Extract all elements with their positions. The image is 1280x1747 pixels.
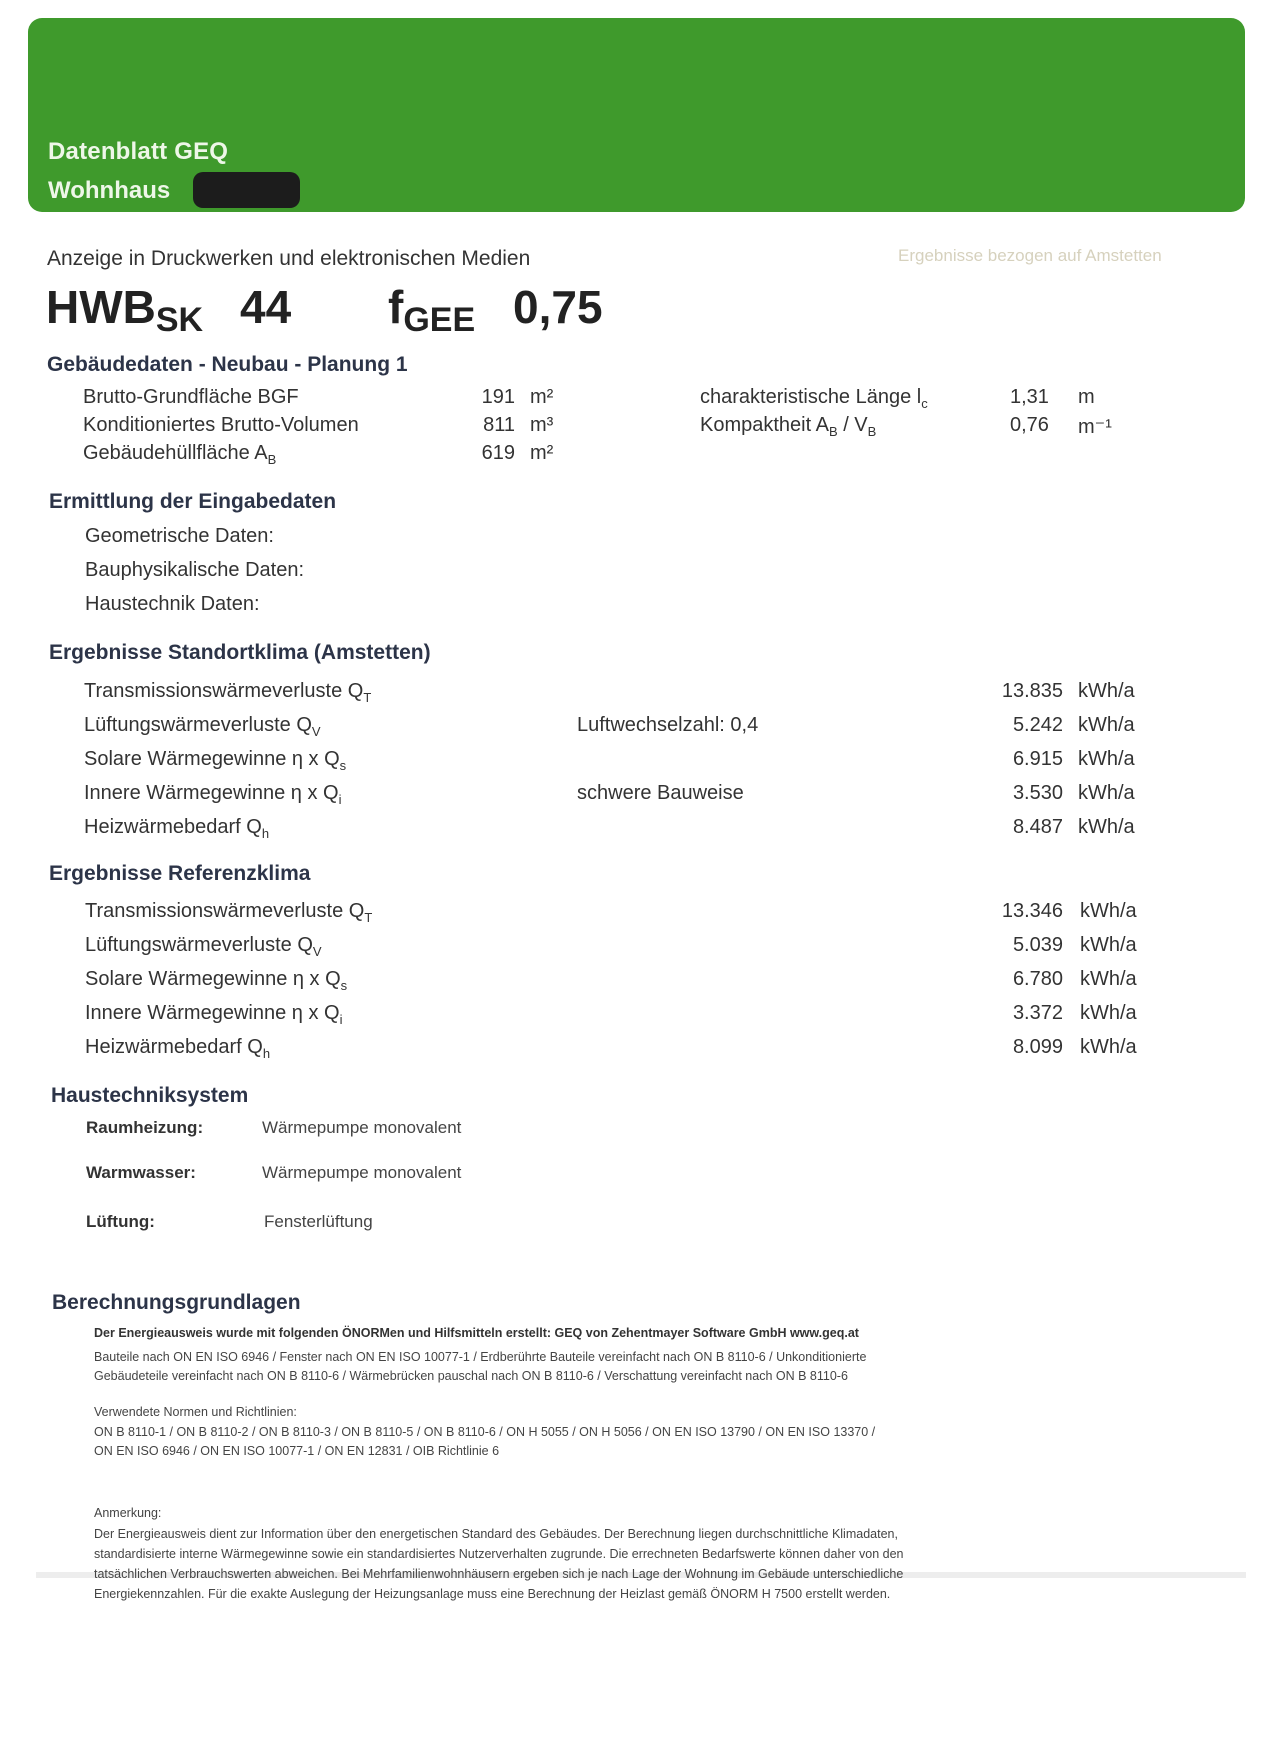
- eingabe-bauphysik: Bauphysikalische Daten:: [85, 559, 305, 581]
- document-subtitle: Wohnhaus: [48, 177, 171, 204]
- referenz-innere-text: Innere Wärmegewinne η x Q: [85, 1002, 340, 1024]
- hwb-label-main: HWB: [46, 281, 156, 333]
- volume-unit: m³: [530, 414, 554, 436]
- char-laenge-label-text: charakteristische Länge l: [700, 386, 922, 408]
- referenz-lueftung-label: [85, 934, 322, 957]
- referenz-transmission-label: [85, 900, 372, 923]
- standort-luftwechsel-note: Luftwechselzahl: 0,4: [577, 714, 759, 736]
- kompaktheit-label-sub: B: [828, 424, 838, 439]
- anmerkung-title: Anmerkung:: [94, 1506, 162, 1520]
- referenz-innere-unit: kWh/a: [1080, 1002, 1137, 1024]
- standort-innere-label: [84, 782, 341, 805]
- char-laenge-label-sub: c: [921, 396, 928, 411]
- standort-innere-value: 3.530: [1012, 782, 1063, 804]
- warmwasser-value: Wärmepumpe monovalent: [262, 1163, 462, 1182]
- referenz-solar-text: Solare Wärmegewinne η x Q: [85, 968, 341, 990]
- volume-value: 811: [483, 414, 515, 436]
- referenz-heizwaerme-text: Heizwärmebedarf Q: [85, 1036, 263, 1058]
- referenz-innere-sub: i: [339, 1012, 343, 1027]
- standort-heizwaerme-text: Heizwärmebedarf Q: [84, 816, 262, 838]
- referenz-solar-unit: kWh/a: [1080, 968, 1137, 990]
- standort-lueftung-value: 5.242: [1012, 714, 1063, 736]
- referenz-innere-value: 3.372: [1012, 1002, 1063, 1024]
- standort-lueftung-text: Lüftungswärmeverluste Q: [84, 714, 312, 736]
- lueftung-label: Lüftung:: [86, 1212, 155, 1231]
- standort-transmission-unit: kWh/a: [1078, 680, 1135, 702]
- referenz-heizwaerme-sub: h: [262, 1046, 271, 1061]
- standort-solar-value: 6.915: [1012, 748, 1063, 770]
- char-laenge-label: [700, 386, 928, 409]
- eingabe-haustechnik: Haustechnik Daten:: [85, 593, 260, 615]
- section-referenzklima: Ergebnisse Referenzklima: [49, 862, 311, 885]
- standort-transmission-sub: T: [363, 690, 372, 705]
- standort-lueftung-sub: V: [311, 724, 321, 739]
- lueftung-value: Fensterlüftung: [264, 1212, 373, 1231]
- standort-solar-sub: s: [339, 758, 347, 773]
- section-berechnungsgrundlagen: Berechnungsgrundlagen: [52, 1291, 301, 1314]
- huellflaeche-unit: m²: [530, 442, 554, 464]
- standort-innere-sub: i: [338, 792, 342, 807]
- eingabe-geometrie: Geometrische Daten:: [85, 525, 274, 547]
- grundlagen-line-2: Bauteile nach ON EN ISO 6946 / Fenster nach ON EN ISO 10077-1 / Erdberührte Bauteile vereinfacht nach ON B 8110-6 / Unkonditionierte: [94, 1350, 867, 1364]
- standort-solar-unit: kWh/a: [1078, 748, 1135, 770]
- char-laenge-value: 1,31: [1010, 386, 1049, 408]
- referenz-solar-value: 6.780: [1012, 968, 1063, 990]
- volume-label: Konditioniertes Brutto-Volumen: [83, 414, 359, 436]
- referenz-lueftung-unit: kWh/a: [1080, 934, 1137, 956]
- fgee-value: 0,75: [513, 281, 603, 333]
- kompaktheit-label: [700, 414, 876, 437]
- referenz-transmission-value: 13.346: [1001, 900, 1063, 922]
- kompaktheit-value: 0,76: [1010, 414, 1049, 436]
- char-laenge-unit: m: [1078, 386, 1095, 408]
- standort-heizwaerme-sub: h: [261, 826, 270, 841]
- referenz-transmission-unit: kWh/a: [1080, 900, 1137, 922]
- grundlagen-line-1: Der Energieausweis wurde mit folgenden ÖNORMen und Hilfsmitteln erstellt: GEQ von Zehentmayer Software GmbH www.geq.at: [94, 1326, 859, 1340]
- section-haustechniksystem: Haustechniksystem: [51, 1084, 249, 1107]
- standort-innere-unit: kWh/a: [1078, 782, 1135, 804]
- referenz-lueftung-value: 5.039: [1012, 934, 1063, 956]
- referenz-transmission-text: Transmissionswärmeverluste Q: [85, 900, 365, 922]
- standort-innere-text: Innere Wärmegewinne η x Q: [84, 782, 339, 804]
- anmerkung-line-1: Der Energieausweis dient zur Information über den energetischen Standard des Gebäudes. Der Berechnung liegen durchschnittliche Klimadaten,: [94, 1527, 898, 1541]
- referenz-innere-label: [85, 1002, 342, 1025]
- huellflaeche-label: [83, 442, 276, 465]
- section-standortklima: Ergebnisse Standortklima (Amstetten): [49, 641, 431, 664]
- normen-title: Verwendete Normen und Richtlinien:: [94, 1405, 297, 1419]
- bleed-through-text: Ergebnisse bezogen auf Amstetten: [898, 246, 1162, 265]
- huellflaeche-value: 619: [481, 442, 515, 464]
- kompaktheit-label-sub2: B: [867, 424, 877, 439]
- hwb-value: 44: [240, 281, 292, 333]
- hwb-label-sub: SK: [155, 301, 204, 339]
- standort-heizwaerme-unit: kWh/a: [1078, 816, 1135, 838]
- huellflaeche-label-sub: B: [267, 452, 277, 467]
- standort-bauweise-note: schwere Bauweise: [577, 782, 744, 804]
- normen-line-1: ON B 8110-1 / ON B 8110-2 / ON B 8110-3 / ON B 8110-5 / ON B 8110-6 / ON H 5055 / ON H 5056 / ON EN ISO 13790 / ON EN ISO 13370 /: [94, 1425, 876, 1439]
- hwb-label: [46, 280, 204, 339]
- fgee-label-main: f: [388, 281, 404, 333]
- bgf-label: Brutto-Grundfläche BGF: [83, 386, 299, 408]
- anmerkung-line-3: tatsächlichen Verbrauchswerten abweichen. Bei Mehrfamilienwohnhäusern ergeben sich je nach Lage der Wohnung im Gebäude unterschiedliche: [94, 1567, 904, 1581]
- section-eingabedaten: Ermittlung der Eingabedaten: [49, 490, 337, 513]
- normen-line-2: ON EN ISO 6946 / ON EN ISO 10077-1 / ON EN 12831 / OIB Richtlinie 6: [94, 1444, 500, 1458]
- referenz-lueftung-sub: V: [312, 944, 322, 959]
- grundlagen-line-3: Gebäudeteile vereinfacht nach ON B 8110-6 / Wärmebrücken pauschal nach ON B 8110-6 / Verschattung vereinfacht nach ON B 8110-6: [94, 1369, 848, 1383]
- referenz-lueftung-text: Lüftungswärmeverluste Q: [85, 934, 313, 956]
- standort-heizwaerme-value: 8.487: [1012, 816, 1063, 838]
- kompaktheit-label-mid: / V: [837, 414, 868, 436]
- huellflaeche-label-text: Gebäudehüllfläche A: [83, 442, 268, 464]
- standort-solar-text: Solare Wärmegewinne η x Q: [84, 748, 340, 770]
- referenz-heizwaerme-value: 8.099: [1012, 1036, 1063, 1058]
- intro-text: Anzeige in Druckwerken und elektronischen Medien: [47, 247, 531, 270]
- standort-heizwaerme-label: [84, 816, 269, 839]
- redaction-block: [193, 172, 300, 208]
- referenz-heizwaerme-label: [85, 1036, 270, 1059]
- kompaktheit-label-text: Kompaktheit A: [700, 414, 829, 436]
- bgf-value: 191: [481, 386, 515, 408]
- anmerkung-line-2: standardisierte interne Wärmegewinne sowie ein standardisiertes Nutzerverhalten zugrunde. Die errechneten Bedarfswerte können daher von den: [94, 1547, 904, 1561]
- raumheizung-label: Raumheizung:: [86, 1118, 204, 1137]
- standort-lueftung-unit: kWh/a: [1078, 714, 1135, 736]
- bgf-unit: m²: [530, 386, 554, 408]
- fgee-label: [388, 280, 476, 339]
- standort-transmission-label: [84, 680, 371, 703]
- standort-transmission-text: Transmissionswärmeverluste Q: [84, 680, 364, 702]
- anmerkung-line-4: Energiekennzahlen. Für die exakte Auslegung der Heizungsanlage muss eine Berechnung der Heizlast gemäß ÖNORM H 7500 erstellt werden.: [94, 1587, 891, 1601]
- standort-solar-label: [84, 748, 346, 771]
- referenz-solar-label: [85, 968, 347, 991]
- referenz-solar-sub: s: [340, 978, 348, 993]
- standort-lueftung-label: [84, 714, 321, 737]
- warmwasser-label: Warmwasser:: [86, 1163, 196, 1182]
- section-gebaeudedaten: Gebäudedaten - Neubau - Planung 1: [47, 353, 408, 376]
- kompaktheit-unit: m⁻¹: [1078, 416, 1112, 438]
- raumheizung-value: Wärmepumpe monovalent: [262, 1118, 462, 1137]
- fgee-label-sub: GEE: [403, 301, 476, 339]
- document-title: Datenblatt GEQ: [48, 138, 229, 165]
- referenz-heizwaerme-unit: kWh/a: [1080, 1036, 1137, 1058]
- standort-transmission-value: 13.835: [1001, 680, 1063, 702]
- referenz-transmission-sub: T: [364, 910, 373, 925]
